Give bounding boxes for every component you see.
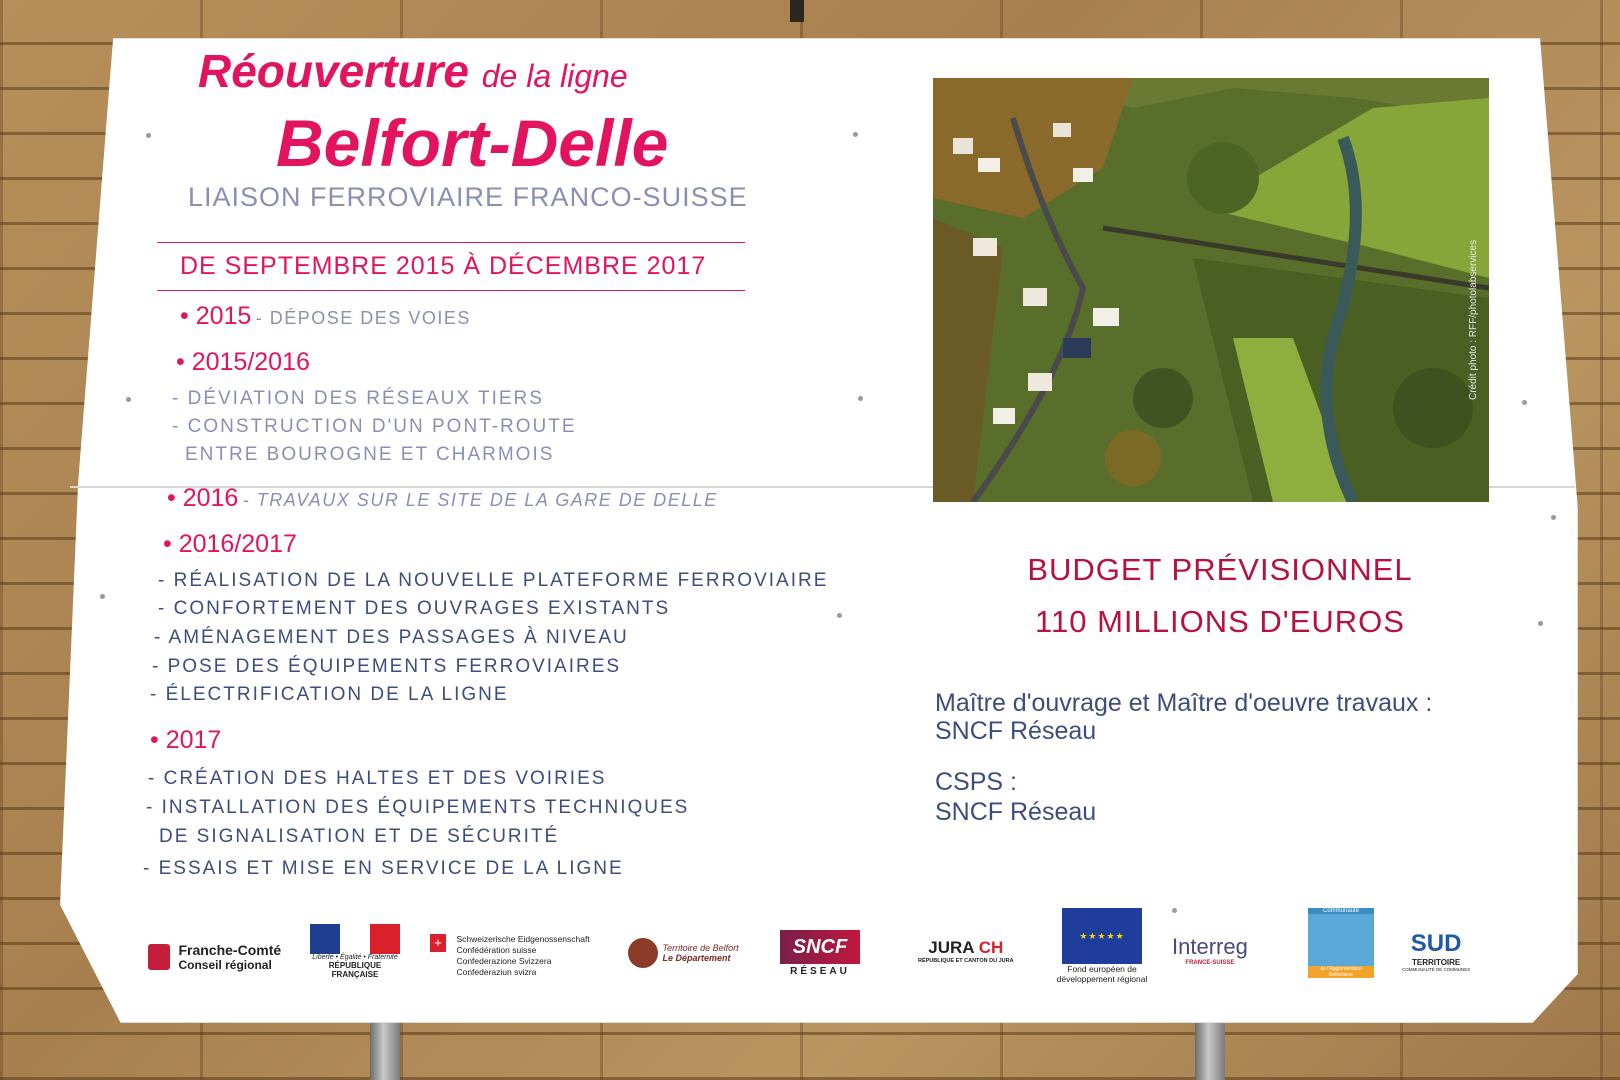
screw xyxy=(853,132,858,137)
timeline-line: - CONSTRUCTION D'UN PONT-ROUTE xyxy=(172,416,577,437)
belfort-subtitle: Le Département xyxy=(662,953,731,963)
eu-flag-icon: ★★★★★ xyxy=(1062,908,1142,964)
sign-mount-bolt xyxy=(790,0,804,22)
screw xyxy=(1172,908,1177,913)
timeline-line: - ÉLECTRIFICATION DE LA LIGNE xyxy=(150,684,509,705)
sud-subtitle: TERRITOIRE xyxy=(1411,958,1461,967)
rf-motto: Liberté • Égalité • Fraternité xyxy=(312,954,398,961)
partner-logos xyxy=(140,908,1540,1010)
agglo-bottom: de l'Agglomération Belfortaine xyxy=(1308,966,1374,978)
sign-title xyxy=(198,45,628,97)
swiss-line: Confederaziun svizra xyxy=(456,967,537,977)
jura-ch: CH xyxy=(978,938,1004,957)
csps-label: CSPS : xyxy=(935,768,1017,796)
interreg-subtitle: FRANCE-SUISSE xyxy=(1185,960,1235,966)
screw xyxy=(1522,400,1527,405)
eu-line: Fond européen de xyxy=(1067,964,1137,974)
franche-comte-name: Franche-Comté xyxy=(178,942,282,958)
date-range: DE SEPTEMBRE 2015 À DÉCEMBRE 2017 xyxy=(180,252,707,280)
moa-label: Maître d'ouvrage et Maître d'oeuvre travaux : xyxy=(935,689,1433,717)
screw xyxy=(858,396,863,401)
agglo-top: Communauté xyxy=(1308,908,1374,914)
jura-wordmark: JURA xyxy=(928,938,974,957)
timeline-item-2016 xyxy=(167,484,718,513)
eu-line: développement régional xyxy=(1056,974,1148,984)
timeline-line: - INSTALLATION DES ÉQUIPEMENTS TECHNIQUES xyxy=(146,797,690,818)
rf-name: RÉPUBLIQUE FRANÇAISE xyxy=(328,961,382,979)
subtitle: LIAISON FERROVIAIRE FRANCO-SUISSE xyxy=(188,182,748,212)
logo-sncf-reseau xyxy=(780,930,860,977)
timeline-year: • 2017 xyxy=(150,726,221,754)
belfort-name: Territoire de Belfort xyxy=(662,943,739,953)
photo-credit: Crédit photo : RFF/photolabservices xyxy=(1468,239,1479,400)
screw xyxy=(837,613,842,618)
timeline-line: ENTRE BOUROGNE ET CHARMOIS xyxy=(185,444,555,465)
budget-amount: 110 MILLIONS D'EUROS xyxy=(1035,604,1405,639)
france-map-icon xyxy=(148,944,170,970)
screw xyxy=(1551,515,1556,520)
swiss-line: Confederazione Svizzera xyxy=(456,956,552,966)
timeline-item-2017 xyxy=(150,726,221,755)
interreg-wordmark: Interreg xyxy=(1172,934,1248,959)
screw xyxy=(100,594,105,599)
franche-comte-subtitle: Conseil régional xyxy=(178,958,272,972)
title-reouverture: Réouverture xyxy=(198,45,469,97)
logo-sud-territoire xyxy=(1402,930,1470,972)
lion-icon xyxy=(628,938,658,968)
sncf-wordmark: SNCF xyxy=(780,930,860,964)
screw xyxy=(126,397,131,402)
timeline-line: - AMÉNAGEMENT DES PASSAGES À NIVEAU xyxy=(154,627,629,648)
swiss-line: Confédération suisse xyxy=(456,945,537,955)
logo-territoire-belfort xyxy=(628,938,739,968)
csps-value: SNCF Réseau xyxy=(935,798,1097,826)
title-de-la-ligne: de la ligne xyxy=(481,58,628,94)
divider-top xyxy=(157,242,745,243)
sud-wordmark: SUD xyxy=(1410,930,1462,957)
timeline-year: • 2015 xyxy=(180,302,251,330)
timeline-year: • 2016 xyxy=(167,484,238,512)
sncf-subtitle: RÉSEAU xyxy=(790,966,850,977)
aerial-photo xyxy=(933,78,1489,502)
logo-eu-feder xyxy=(1052,908,1152,984)
timeline-year: • 2016/2017 xyxy=(163,530,297,558)
timeline-item-2016-2017 xyxy=(163,530,297,559)
logo-swiss-confederation xyxy=(430,934,590,980)
logo-franche-comte xyxy=(148,942,281,972)
timeline-line: - ESSAIS ET MISE EN SERVICE DE LA LIGNE xyxy=(143,858,624,879)
timeline-line: - CRÉATION DES HALTES ET DES VOIRIES xyxy=(148,768,607,789)
timeline-note: - TRAVAUX SUR LE SITE DE LA GARE DE DELLE xyxy=(242,490,718,510)
logo-republique-francaise xyxy=(310,924,400,979)
screw xyxy=(146,133,151,138)
moa-value: SNCF Réseau xyxy=(935,717,1097,745)
timeline-line: - DÉVIATION DES RÉSEAUX TIERS xyxy=(172,388,544,409)
logo-interreg xyxy=(1172,934,1248,966)
timeline-line: - CONFORTEMENT DES OUVRAGES EXISTANTS xyxy=(158,598,671,619)
swiss-cross-icon: + xyxy=(430,934,446,952)
timeline-line: - RÉALISATION DE LA NOUVELLE PLATEFORME FERROVIAIRE xyxy=(158,570,829,591)
timeline-year: • 2015/2016 xyxy=(176,348,310,376)
timeline-line: DE SIGNALISATION ET DE SÉCURITÉ xyxy=(159,826,560,847)
timeline-item-2015-2016 xyxy=(176,348,310,377)
french-flag-icon xyxy=(310,924,400,954)
budget-label: BUDGET PRÉVISIONNEL xyxy=(1027,552,1413,587)
screw xyxy=(1538,621,1543,626)
logo-agglo-belfort xyxy=(1308,908,1374,978)
timeline-line: - POSE DES ÉQUIPEMENTS FERROVIAIRES xyxy=(152,656,622,677)
timeline-item-2015 xyxy=(180,302,471,331)
sud-subtitle-2: COMMUNAUTÉ DE COMMUNES xyxy=(1402,967,1471,972)
aerial-photo-illustration xyxy=(933,78,1489,502)
logo-jura xyxy=(918,938,1014,964)
title-city: Belfort-Delle xyxy=(276,106,669,180)
agglo-lion-icon xyxy=(1308,914,1374,966)
swiss-line: Schweizerische Eidgenossenschaft xyxy=(456,934,590,944)
divider-bottom xyxy=(157,290,745,291)
timeline-note: - DÉPOSE DES VOIES xyxy=(255,308,471,328)
jura-subtitle: RÉPUBLIQUE ET CANTON DU JURA xyxy=(918,958,1014,964)
